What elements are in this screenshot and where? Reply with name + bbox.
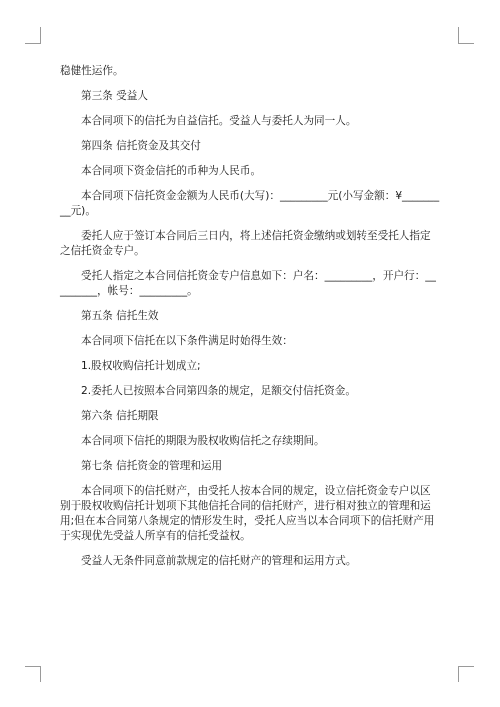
section-heading: 第三条 受益人 xyxy=(81,90,148,102)
crop-mark-bottom-left xyxy=(40,666,41,682)
paragraph: 本合同项下的信托财产，由受托人按本合同的规定，设立信托资金专户以区别于股权收购信托计划项下其他信托合同的信托财产，进行相对独立的管理和运用;但在本合同第八条规定的情形发生时，受托人应当以本合同项下的信托财产用于实现优先受益人所享有的信托受益权。 xyxy=(60,485,435,542)
section-heading: 第五条 信托生效 xyxy=(81,310,159,322)
crop-mark-top-left xyxy=(40,27,41,43)
paragraph: 受益人无条件同意前款规定的信托财产的管理和运用方式。 xyxy=(81,555,357,567)
crop-mark-bottom-right xyxy=(458,666,474,667)
section-heading: 第四条 信托资金及其交付 xyxy=(81,140,201,152)
paragraph: 稳健性运作。 xyxy=(60,65,124,77)
section-heading: 第七条 信托资金的管理和运用 xyxy=(81,460,223,472)
crop-mark-top-left xyxy=(25,43,41,44)
paragraph: 本合同项下资金信托的币种为人民币。 xyxy=(81,165,262,177)
paragraph: 本合同项下信托的期限为股权收购信托之存续期间。 xyxy=(81,435,325,447)
list-item: 2.委托人已按照本合同第四条的规定，足额交付信托资金。 xyxy=(81,385,356,397)
paragraph: 本合同项下信托在以下条件满足时始得生效： xyxy=(81,335,293,347)
paragraph: 受托人指定之本合同信托资金专户信息如下：户名：_________，开户行：_________，帐号：_________。 xyxy=(60,270,436,297)
crop-mark-top-right xyxy=(458,27,459,43)
paragraph: 本合同项下信托资金金额为人民币(大写)：_________元(小写金额：¥_________元)。 xyxy=(60,190,440,217)
crop-mark-bottom-left xyxy=(25,666,41,667)
list-item: 1.股权收购信托计划成立; xyxy=(81,360,201,372)
paragraph: 委托人应于签订本合同后三日内，将上述信托资金缴纳或划转至受托人指定之信托资金专户。 xyxy=(60,230,431,257)
document-body xyxy=(60,64,440,579)
section-heading: 第六条 信托期限 xyxy=(81,410,159,422)
paragraph: 本合同项下的信托为自益信托。受益人与委托人为同一人。 xyxy=(81,115,357,127)
crop-mark-bottom-right xyxy=(458,666,459,682)
crop-mark-top-right xyxy=(458,43,474,44)
